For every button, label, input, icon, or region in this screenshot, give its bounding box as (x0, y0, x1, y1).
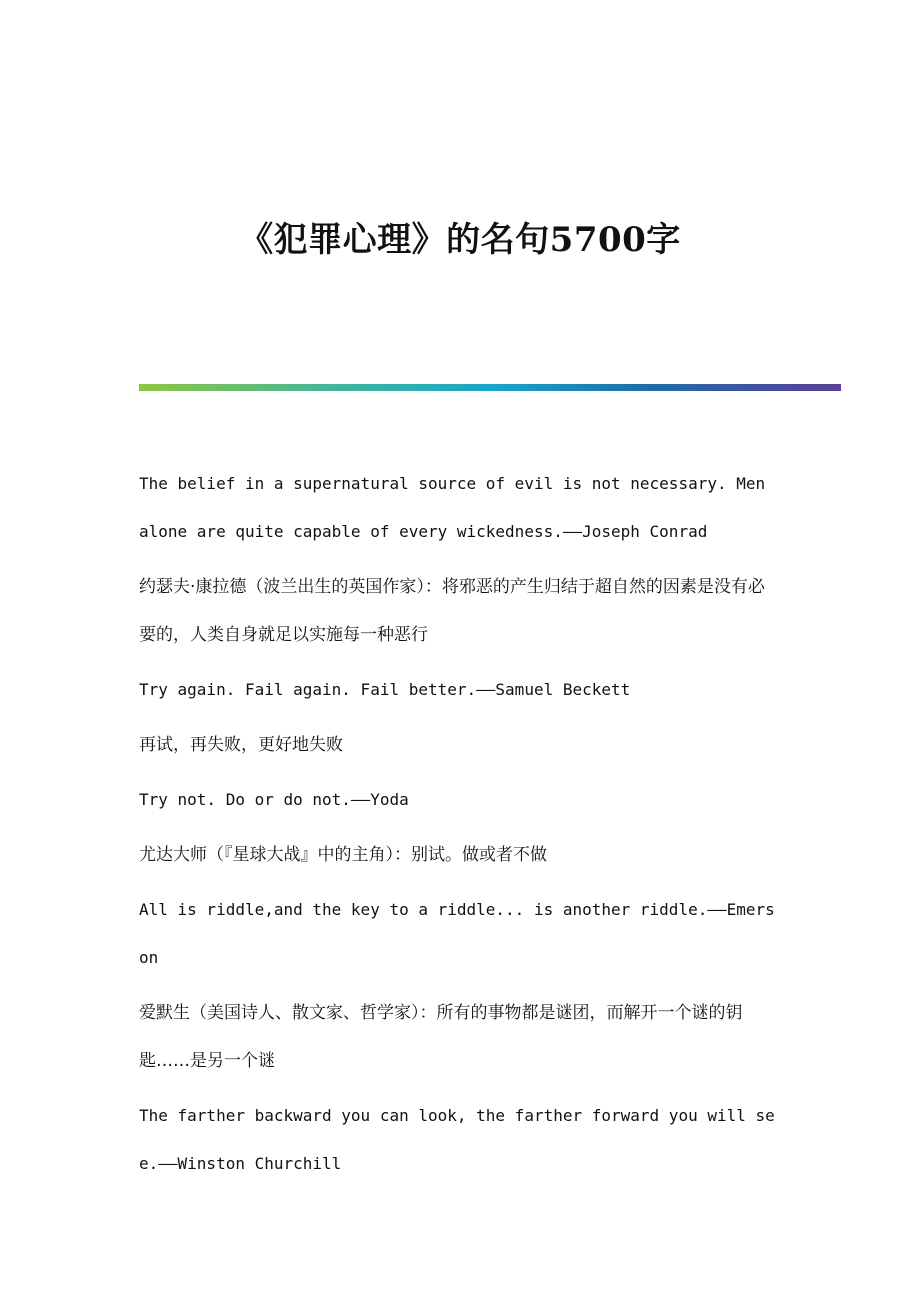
paragraph-yoda-en: Try not. Do or do not.——Yoda (139, 790, 409, 809)
title-divider (139, 384, 841, 391)
paragraph-beckett-en: Try again. Fail again. Fail better.——Samuel Beckett (139, 680, 631, 699)
paragraph-conrad-zh: 约瑟夫·康拉德（波兰出生的英国作家）：将邪恶的产生归结于超自然的因素是没有必要的，人类自身就足以实施每一种恶行 (139, 577, 765, 645)
document-body (139, 460, 779, 1195)
paragraph-churchill-en: The farther backward you can look, the farther forward you will see.——Winston Churchill (139, 1106, 775, 1173)
document-title: 《犯罪心理》的名句5700字 (239, 220, 681, 260)
paragraph-emerson-en: All is riddle,and the key to a riddle... is another riddle.——Emerson (139, 900, 775, 967)
paragraph-emerson-zh: 爱默生（美国诗人、散文家、哲学家）：所有的事物都是谜团，而解开一个谜的钥匙……是另一个谜 (139, 1003, 743, 1071)
paragraph-beckett-zh: 再试，再失败，更好地失败 (139, 735, 343, 755)
paragraph-yoda-zh: 尤达大师（『星球大战』中的主角）：别试。做或者不做 (139, 845, 547, 865)
paragraph-conrad-en: The belief in a supernatural source of evil is not necessary. Men alone are quite capable of every wickedness.——Joseph Conrad (139, 474, 766, 541)
